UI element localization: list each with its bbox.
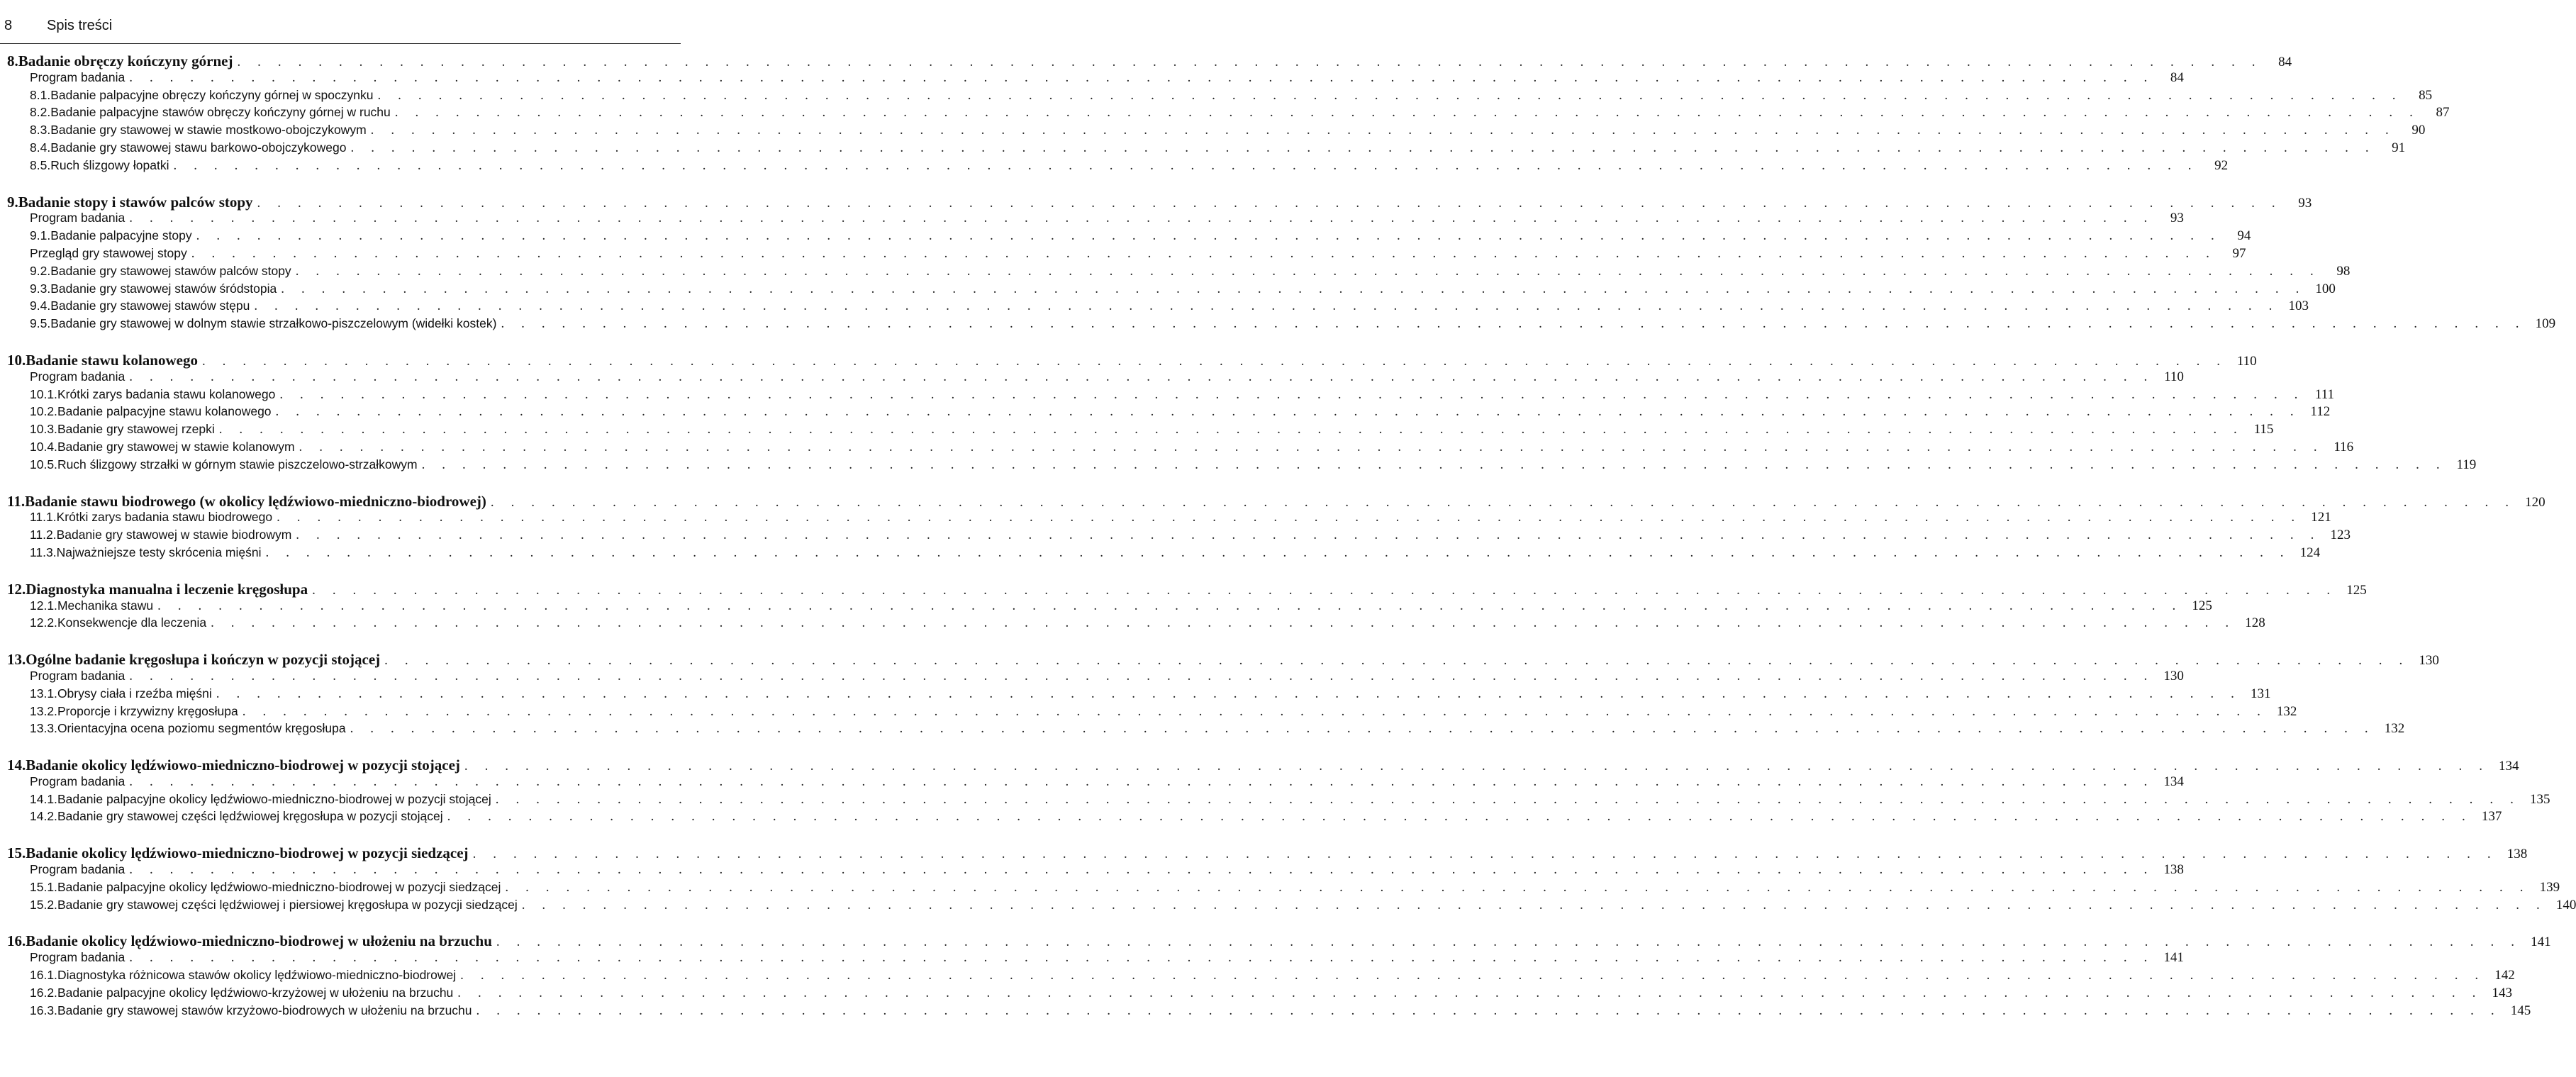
- entry-title: Ruch ślizgowy łopatki: [50, 157, 169, 172]
- entry-title: Program badania: [30, 774, 126, 788]
- page-ref: 125: [2346, 582, 2367, 598]
- toc-section-entry[interactable]: [7, 439, 2354, 457]
- entry-number: 8.1.: [30, 87, 51, 102]
- toc-section-entry[interactable]: [7, 879, 2560, 898]
- entry-number: 11.1.: [30, 510, 57, 525]
- entry-title: Program badania: [30, 211, 126, 225]
- entry-title: Program badania: [30, 668, 126, 683]
- entry-number: 15.2.: [30, 897, 57, 912]
- page-ref: 92: [2214, 157, 2229, 173]
- entry-number: 9.5.: [30, 316, 51, 331]
- toc-chapter-heading[interactable]: [7, 351, 2257, 369]
- toc-section-entry[interactable]: [7, 404, 2331, 422]
- entry-number: 16.: [7, 932, 26, 950]
- toc-section-entry[interactable]: [7, 87, 2433, 106]
- entry-number: 14.1.: [30, 791, 57, 806]
- toc-chapter: [7, 351, 2477, 475]
- toc-chapter-heading[interactable]: [7, 52, 2292, 70]
- dot-leader: [266, 545, 2291, 561]
- page-ref: 100: [2315, 281, 2336, 296]
- entry-title: Badanie stopy i stawów palców stopy: [18, 193, 253, 211]
- entry-title: Badanie gry stawowej w stawie mostkowo-obojczykowym: [50, 123, 367, 138]
- toc-chapter-heading[interactable]: [7, 580, 2367, 598]
- toc-chapter: [7, 580, 2367, 633]
- entry-number: 12.1.: [30, 598, 57, 613]
- toc-chapter-heading[interactable]: [7, 492, 2546, 510]
- dot-leader: [129, 774, 2154, 790]
- entry-title: Badanie gry stawowej w dolnym stawie strzałkowo-piszczelowym (widełki kostek): [50, 316, 497, 331]
- dot-leader: [191, 246, 2217, 262]
- toc-chapter: [7, 844, 2576, 915]
- page-ref: 124: [2299, 545, 2321, 560]
- entry-number: 16.1.: [30, 968, 57, 983]
- entry-number: 8.2.: [30, 105, 51, 120]
- entry-number: 13.: [7, 651, 26, 669]
- toc-chapter-heading[interactable]: [7, 193, 2312, 211]
- dot-leader: [371, 123, 2396, 138]
- entry-number: 16.2.: [30, 985, 57, 1000]
- entry-title: Badanie stawu biodrowego (w okolicy lędźwiowo-miedniczno-biodrowej): [25, 492, 486, 510]
- entry-title: Program badania: [30, 369, 126, 384]
- dot-leader: [202, 354, 2227, 369]
- page-ref: 97: [2232, 245, 2246, 261]
- entry-title: Mechanika stawu: [57, 598, 154, 613]
- page-ref: 141: [2163, 950, 2184, 966]
- toc-chapter-heading[interactable]: [7, 844, 2528, 862]
- entry-title: Diagnostyka manualna i leczenie kręgosłupa: [26, 580, 308, 598]
- entry-number: 10.: [7, 351, 26, 369]
- toc-section-entry[interactable]: [7, 510, 2331, 528]
- dot-leader: [129, 950, 2154, 966]
- entry-title: Badanie gry stawowej stawu barkowo-obojczykowego: [50, 140, 347, 155]
- toc-section-entry[interactable]: [7, 263, 2351, 281]
- entry-title: Badanie gry stawowej stawów stępu: [50, 298, 250, 313]
- dot-leader: [129, 369, 2154, 385]
- toc-section-entry[interactable]: [7, 985, 2512, 1003]
- running-title: Spis treści: [47, 17, 113, 33]
- toc-unnumbered-entry[interactable]: [7, 369, 2184, 387]
- page-ref: 132: [2276, 703, 2297, 719]
- page-ref: 131: [2250, 686, 2271, 701]
- dot-leader: [129, 669, 2154, 684]
- page-ref: 145: [2510, 1003, 2531, 1018]
- dot-leader: [219, 422, 2244, 437]
- page-ref: 110: [2164, 369, 2184, 384]
- entry-number: 9.: [7, 193, 18, 211]
- toc-chapter: [7, 492, 2546, 563]
- entry-title: Badanie gry stawowej w stawie kolanowym: [57, 439, 295, 454]
- toc-section-entry[interactable]: [7, 897, 2576, 915]
- dot-leader: [460, 968, 2485, 983]
- toc-section-entry[interactable]: [7, 105, 2450, 123]
- dot-leader: [522, 898, 2547, 913]
- dot-leader: [129, 862, 2154, 878]
- entry-title: Program badania: [30, 950, 126, 965]
- entry-title: Badanie palpacyjne okolicy lędźwiowo-krzyżowej w ułożeniu na brzuchu: [57, 985, 454, 1000]
- page-ref: 135: [2529, 791, 2550, 807]
- toc-unnumbered-entry[interactable]: [7, 668, 2184, 686]
- table-of-contents: [7, 52, 2576, 1038]
- entry-number: 13.2.: [30, 703, 57, 718]
- dot-leader: [279, 387, 2304, 403]
- toc-unnumbered-entry[interactable]: [7, 862, 2184, 880]
- dot-leader: [350, 721, 2375, 737]
- entry-title: Najważniejsze testy skrócenia mięśni: [56, 545, 262, 559]
- entry-number: 8.: [7, 52, 18, 69]
- toc-section-entry[interactable]: [7, 721, 2405, 739]
- entry-title: Konsekwencje dla leczenia: [57, 615, 207, 630]
- toc-section-entry[interactable]: [7, 457, 2477, 475]
- toc-section-entry[interactable]: [7, 316, 2556, 334]
- toc-unnumbered-entry[interactable]: [7, 245, 2246, 264]
- toc-section-entry[interactable]: [7, 545, 2321, 563]
- page-ref: 109: [2535, 316, 2556, 332]
- page-ref: 120: [2525, 494, 2546, 510]
- page-ref: 121: [2311, 510, 2331, 525]
- dot-leader: [129, 70, 2154, 86]
- dot-leader: [384, 653, 2409, 669]
- toc-section-entry[interactable]: [7, 791, 2550, 810]
- dot-leader: [377, 88, 2402, 104]
- toc-chapter: [7, 757, 2550, 827]
- entry-title: Obrysy ciała i rzeźba mięśni: [57, 686, 212, 701]
- dot-leader: [254, 298, 2279, 314]
- toc-chapter: [7, 651, 2439, 739]
- toc-section-entry[interactable]: [7, 157, 2229, 176]
- dot-leader: [129, 211, 2154, 226]
- page-ref: 134: [2163, 774, 2184, 789]
- entry-title: Program badania: [30, 69, 126, 84]
- toc-chapter-heading[interactable]: [7, 651, 2439, 669]
- dot-leader: [277, 510, 2302, 525]
- entry-title: Ruch ślizgowy strzałki w górnym stawie piszczelowo-strzałkowym: [57, 457, 418, 471]
- entry-title: Badanie gry stawowej rzepki: [57, 422, 215, 437]
- toc-section-entry[interactable]: [7, 228, 2251, 246]
- entry-title: Badanie gry stawowej części lędźwiowej kręgosłupa w pozycji stojącej: [57, 809, 443, 824]
- page-ref: 123: [2330, 528, 2351, 543]
- entry-number: 14.2.: [30, 809, 57, 824]
- entry-number: 16.3.: [30, 1003, 57, 1017]
- entry-title: Badanie okolicy lędźwiowo-miedniczno-biodrowej w ułożeniu na brzuchu: [26, 932, 492, 950]
- dot-leader: [296, 264, 2321, 279]
- toc-unnumbered-entry[interactable]: [7, 950, 2184, 968]
- header-rule: [0, 43, 681, 44]
- page-ref: 116: [2334, 439, 2354, 454]
- entry-title: Ogólne badanie kręgosłupa i kończyn w pozycji stojącej: [26, 651, 381, 669]
- toc-section-entry[interactable]: [7, 140, 2406, 158]
- entry-number: 8.4.: [30, 140, 51, 155]
- dot-leader: [422, 457, 2447, 473]
- entry-title: Krótki zarys badania stawu kolanowego: [57, 386, 276, 401]
- entry-number: 10.2.: [30, 404, 57, 419]
- page-ref: 138: [2163, 862, 2184, 878]
- entry-title: Badanie obręczy kończyny górnej: [18, 52, 233, 69]
- entry-number: 12.2.: [30, 615, 57, 630]
- entry-title: Program badania: [30, 862, 126, 877]
- dot-leader: [505, 880, 2530, 895]
- entry-number: 12.: [7, 580, 26, 598]
- page-ref: 130: [2163, 668, 2184, 683]
- dot-leader: [174, 158, 2199, 174]
- page-ref: 142: [2494, 968, 2515, 983]
- entry-title: Badanie palpacyjne okolicy lędźwiowo-miedniczno-biodrowej w pozycji stojącej: [57, 791, 491, 806]
- entry-number: 9.3.: [30, 281, 51, 296]
- dot-leader: [276, 404, 2301, 420]
- page-ref: 98: [2336, 263, 2351, 279]
- toc-section-entry[interactable]: [7, 123, 2426, 140]
- page-ref: 138: [2507, 847, 2528, 862]
- toc-section-entry[interactable]: [7, 809, 2502, 827]
- dot-leader: [216, 686, 2241, 702]
- toc-section-entry[interactable]: [7, 298, 2309, 316]
- toc-chapter: [7, 52, 2450, 176]
- page-ref: 115: [2253, 422, 2274, 437]
- page-ref: 84: [2278, 55, 2292, 69]
- dot-leader: [242, 704, 2268, 720]
- toc-unnumbered-entry[interactable]: [7, 211, 2184, 228]
- page-ref: 137: [2481, 809, 2502, 825]
- page-ref: 119: [2456, 457, 2477, 472]
- dot-leader: [237, 55, 2262, 70]
- page-header: [4, 14, 112, 37]
- entry-number: 15.1.: [30, 879, 57, 894]
- page-ref: 93: [2298, 195, 2312, 211]
- entry-number: 8.5.: [30, 157, 51, 172]
- entry-number: 9.4.: [30, 298, 51, 313]
- entry-title: Badanie gry stawowej w stawie biodrowym: [56, 528, 292, 542]
- dot-leader: [351, 140, 2376, 156]
- dot-leader: [281, 281, 2306, 297]
- dot-leader: [257, 196, 2282, 211]
- dot-leader: [496, 792, 2521, 808]
- entry-title: Proporcje i krzywizny kręgosłupa: [57, 703, 238, 718]
- dot-leader: [395, 105, 2420, 121]
- toc-unnumbered-entry[interactable]: [7, 69, 2184, 88]
- entry-title: Badanie palpacyjne stopy: [50, 228, 192, 243]
- entry-title: Badanie palpacyjne obręczy kończyny górnej w spoczynku: [50, 87, 374, 102]
- dot-leader: [299, 440, 2324, 455]
- entry-number: 8.3.: [30, 123, 51, 138]
- page-ref: 132: [2384, 721, 2405, 737]
- entry-title: Diagnostyka różnicowa stawów okolicy lędźwiowo-miedniczno-biodrowej: [57, 968, 457, 983]
- toc-unnumbered-entry[interactable]: [7, 774, 2184, 792]
- toc-section-entry[interactable]: [7, 968, 2515, 986]
- toc-section-entry[interactable]: [7, 386, 2334, 405]
- entry-title: Badanie okolicy lędźwiowo-miedniczno-biodrowej w pozycji siedzącej: [26, 844, 469, 862]
- page-ref: 130: [2419, 653, 2439, 669]
- toc-section-entry[interactable]: [7, 1003, 2531, 1021]
- dot-leader: [211, 615, 2236, 631]
- page-ref: 134: [2499, 759, 2519, 774]
- page-ref: 111: [2314, 386, 2334, 402]
- page-ref: 143: [2492, 985, 2512, 1000]
- entry-title: Badanie gry stawowej stawów krzyżowo-biodrowych w ułożeniu na brzuchu: [57, 1003, 472, 1017]
- toc-section-entry[interactable]: [7, 598, 2212, 616]
- page-ref: 94: [2237, 228, 2251, 244]
- toc-section-entry[interactable]: [7, 528, 2351, 545]
- entry-number: 14.: [7, 757, 26, 774]
- dot-leader: [157, 598, 2182, 614]
- entry-number: 11.2.: [30, 528, 57, 542]
- dot-leader: [447, 809, 2472, 825]
- toc-chapter-heading[interactable]: [7, 757, 2519, 774]
- entry-number: 10.5.: [30, 457, 57, 471]
- dot-leader: [501, 316, 2526, 332]
- page-ref: 93: [2170, 211, 2184, 226]
- dot-leader: [473, 847, 2498, 862]
- dot-leader: [196, 228, 2221, 244]
- page-number: 8: [4, 17, 13, 33]
- dot-leader: [491, 495, 2516, 510]
- dot-leader: [476, 1003, 2502, 1019]
- entry-title: Krótki zarys badania stawu biodrowego: [56, 510, 273, 525]
- toc-section-entry[interactable]: [7, 422, 2274, 440]
- page-ref: 85: [2419, 87, 2433, 103]
- entry-title: Badanie palpacyjne stawu kolanowego: [57, 404, 272, 419]
- dot-leader: [464, 759, 2489, 774]
- page-ref: 90: [2411, 123, 2426, 138]
- entry-title: Przegląd gry stawowej stopy: [30, 245, 187, 260]
- entry-number: 10.1.: [30, 386, 57, 401]
- page-ref: 110: [2236, 353, 2257, 369]
- toc-chapter: [7, 193, 2556, 334]
- entry-title: Badanie okolicy lędźwiowo-miedniczno-biodrowej w pozycji stojącej: [26, 757, 460, 774]
- entry-number: 9.1.: [30, 228, 51, 243]
- entry-number: 9.2.: [30, 263, 51, 278]
- entry-title: Badanie stawu kolanowego: [26, 351, 198, 369]
- entry-number: 11.3.: [30, 545, 57, 559]
- toc-section-entry[interactable]: [7, 686, 2271, 704]
- page-ref: 84: [2170, 69, 2184, 85]
- dot-leader: [496, 934, 2521, 950]
- entry-title: Badanie gry stawowej stawów palców stopy: [50, 263, 291, 278]
- page-ref: 128: [2245, 615, 2265, 631]
- page-ref: 87: [2436, 105, 2450, 121]
- page-ref: 91: [2392, 140, 2406, 155]
- page-ref: 125: [2192, 598, 2212, 613]
- dot-leader: [296, 528, 2321, 543]
- entry-title: Badanie palpacyjne okolicy lędźwiowo-miedniczno-biodrowej w pozycji siedzącej: [57, 879, 501, 894]
- page-ref: 140: [2555, 897, 2576, 913]
- page-ref: 112: [2310, 404, 2331, 420]
- entry-number: 10.4.: [30, 439, 57, 454]
- entry-number: 13.3.: [30, 721, 57, 736]
- dot-leader: [457, 986, 2482, 1001]
- toc-section-entry[interactable]: [7, 281, 2336, 299]
- entry-title: Badanie gry stawowej stawów śródstopia: [50, 281, 277, 296]
- dot-leader: [312, 583, 2337, 598]
- entry-title: Badanie gry stawowej części lędźwiowej i piersiowej kręgosłupa w pozycji siedzącej: [57, 897, 518, 912]
- entry-number: 15.: [7, 844, 26, 862]
- toc-chapter: [7, 932, 2551, 1020]
- toc-section-entry[interactable]: [7, 615, 2265, 633]
- entry-number: 10.3.: [30, 422, 57, 437]
- entry-title: Orientacyjna ocena poziomu segmentów kręgosłupa: [57, 721, 346, 736]
- entry-title: Badanie palpacyjne stawów obręczy kończyny górnej w ruchu: [50, 105, 391, 120]
- toc-section-entry[interactable]: [7, 703, 2297, 722]
- entry-number: 11.: [7, 492, 26, 510]
- entry-number: 13.1.: [30, 686, 57, 701]
- toc-chapter-heading[interactable]: [7, 932, 2551, 950]
- page-ref: 103: [2288, 298, 2309, 314]
- page-ref: 139: [2539, 879, 2560, 895]
- page-ref: 141: [2531, 934, 2551, 950]
